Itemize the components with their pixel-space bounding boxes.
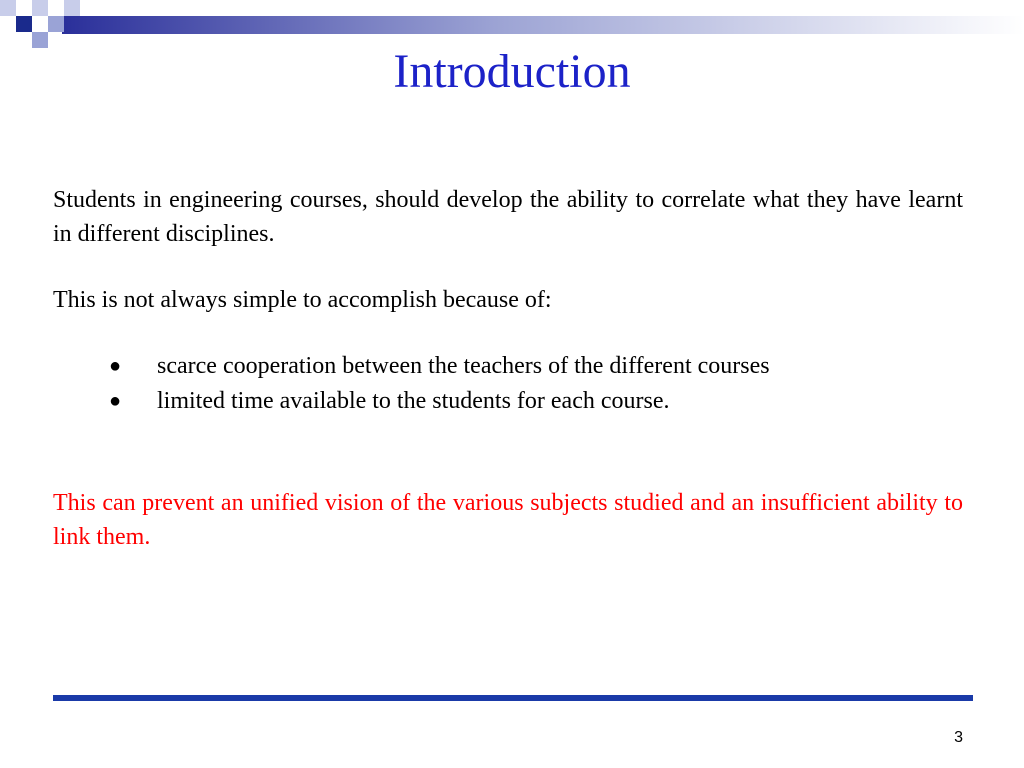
reasons-list bbox=[53, 349, 963, 419]
list-item-text: scarce cooperation between the teachers of the different courses bbox=[157, 353, 770, 379]
slide-title: Introduction bbox=[393, 45, 631, 98]
bullet-icon: ● bbox=[109, 390, 122, 412]
bullet-icon: ● bbox=[109, 355, 122, 377]
conclusion-paragraph: This can prevent an unified vision of the various subjects studied and an insufficient ability to link them. bbox=[53, 490, 963, 550]
intro-paragraph: Students in engineering courses, should develop the ability to correlate what they have learnt in different disciplines. bbox=[53, 187, 963, 247]
list-item-text: limited time available to the students for each course. bbox=[157, 388, 670, 414]
lead-in-paragraph: This is not always simple to accomplish because of: bbox=[53, 287, 552, 313]
deco-square-4 bbox=[48, 16, 64, 32]
deco-square-1 bbox=[0, 0, 16, 16]
deco-square-6 bbox=[64, 0, 80, 16]
slide-body bbox=[53, 183, 963, 554]
footer-divider bbox=[53, 695, 973, 701]
deco-square-2 bbox=[16, 16, 32, 32]
header-gradient-bar bbox=[62, 16, 1024, 34]
list-item bbox=[53, 349, 963, 384]
page-number: 3 bbox=[954, 729, 963, 746]
list-item bbox=[53, 384, 963, 419]
deco-square-3 bbox=[32, 0, 48, 16]
